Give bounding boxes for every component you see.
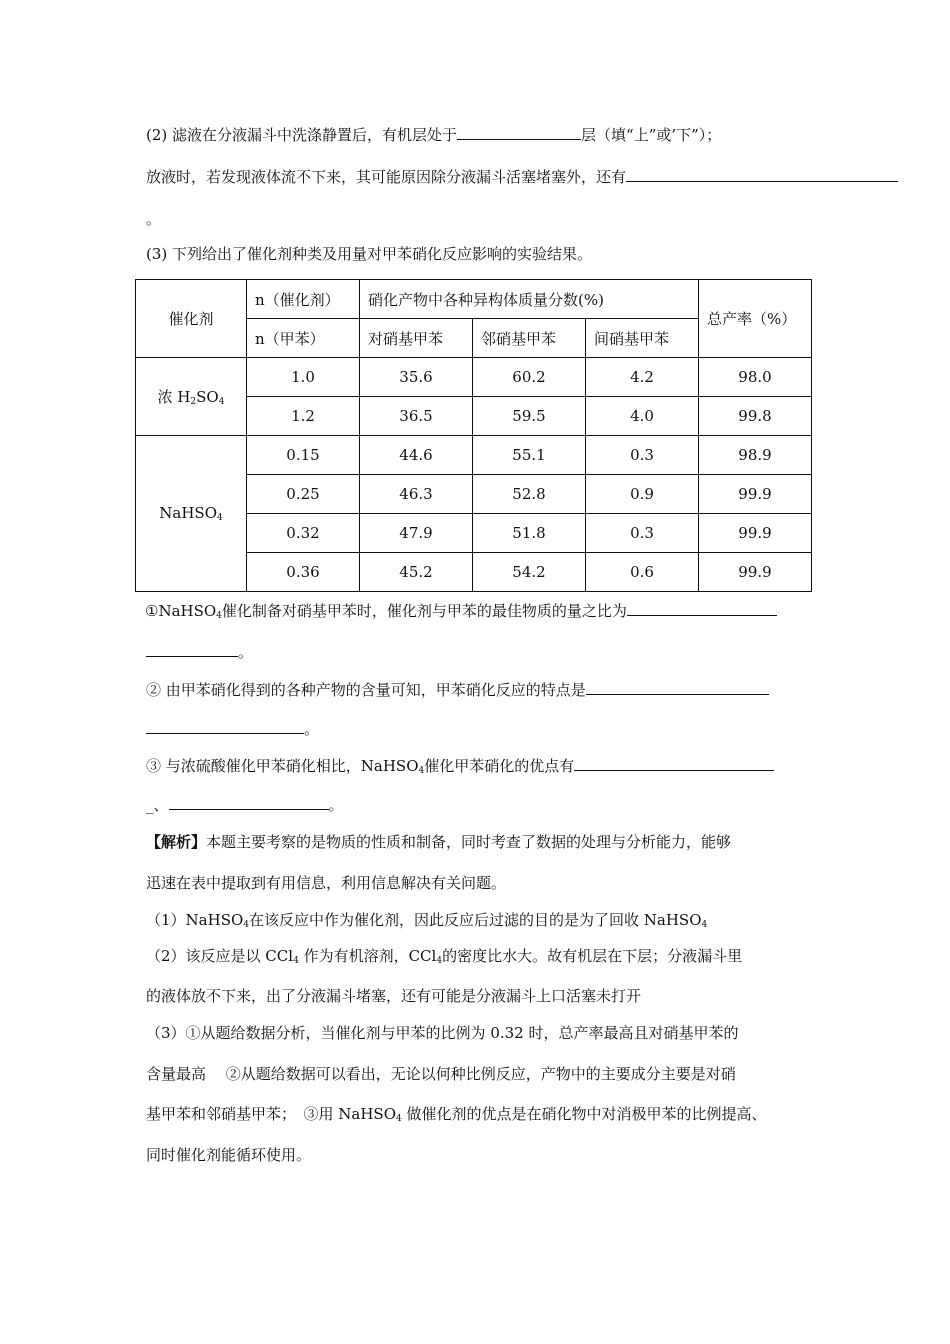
- cell-meta: 4.2: [586, 358, 699, 397]
- cell-ratio: 0.36: [247, 553, 360, 592]
- answer-blank[interactable]: [457, 124, 581, 140]
- analysis-line-7: 含量最高 ②从题给数据可以看出，无论以何种比例反应，产物中的主要成分主要是对硝: [146, 1065, 736, 1083]
- cell-meta: 0.9: [586, 475, 699, 514]
- experiment-table: [135, 279, 812, 592]
- q3-intro-text: (3) 下列给出了催化剂种类及用量对甲苯硝化反应影响的实验结果。: [146, 245, 593, 263]
- header-para: 对硝基甲苯: [360, 319, 473, 358]
- cell-ortho: 59.5: [473, 397, 586, 436]
- cell-total: 99.8: [699, 397, 812, 436]
- q2-line-3: [146, 208, 161, 230]
- cell-para: 44.6: [360, 436, 473, 475]
- catalyst-nahso4: NaHSO$_4$: [136, 436, 247, 592]
- header-ratio-bottom: n（甲苯）: [247, 319, 360, 358]
- analysis-label: 【解析】: [146, 833, 207, 851]
- header-fraction: 硝化产物中各种异构体质量分数(%): [360, 280, 699, 319]
- header-catalyst: 催化剂: [136, 280, 247, 358]
- cell-total: 99.9: [699, 475, 812, 514]
- cell-ratio: 0.32: [247, 514, 360, 553]
- cell-meta: 0.3: [586, 514, 699, 553]
- answer-blank[interactable]: [169, 794, 329, 810]
- answer-blank[interactable]: [626, 166, 898, 182]
- cell-meta: 0.6: [586, 553, 699, 592]
- cell-ortho: 54.2: [473, 553, 586, 592]
- header-ortho: 邻硝基甲苯: [473, 319, 586, 358]
- header-ratio-top: n（催化剂）: [247, 280, 360, 319]
- answer-blank[interactable]: [586, 679, 769, 695]
- cell-para: 35.6: [360, 358, 473, 397]
- q2-line-1: [146, 124, 721, 146]
- q2-text-a: (2) 滤液在分液漏斗中洗涤静置后，有机层处于: [146, 126, 458, 144]
- cell-para: 45.2: [360, 553, 473, 592]
- q2-text-c: 放液时，若发现液体流不下来，其可能原因除分液漏斗活塞堵塞外，还有: [146, 168, 627, 186]
- catalyst-h2so4: 浓 $H_2SO_4$: [136, 358, 247, 436]
- cell-meta: 4.0: [586, 397, 699, 436]
- cell-total: 99.9: [699, 553, 812, 592]
- subq3-line-2: _、 。: [146, 796, 344, 814]
- answer-blank[interactable]: [146, 641, 238, 657]
- subq3-line-1: ③ 与浓硫酸催化甲苯硝化相比，NaHSO$_4$催化甲苯硝化的优点有: [146, 755, 774, 782]
- cell-total: 99.9: [699, 514, 812, 553]
- cell-ortho: 51.8: [473, 514, 586, 553]
- analysis-line-5: 的液体放不下来，出了分液漏斗堵塞，还有可能是分液漏斗上口活塞未打开: [146, 987, 642, 1005]
- q2-text-end: 。: [146, 210, 162, 228]
- subq2-line-1: ② 由甲苯硝化得到的各种产物的含量可知，甲苯硝化反应的特点是: [146, 679, 769, 701]
- cell-ratio: 0.15: [247, 436, 360, 475]
- table-row: [136, 358, 812, 397]
- answer-blank[interactable]: [574, 755, 774, 771]
- analysis-line-4: （2）该反应是以 CCl$_4$ 作为有机溶剂，CCl$_4$的密度比水大。故有机层在下层；分液漏斗里: [146, 947, 743, 966]
- analysis-line-1: 【解析】本题主要考察的是物质的性质和制备，同时考查了数据的处理与分析能力，能够: [146, 833, 732, 851]
- cell-ratio: 1.2: [247, 397, 360, 436]
- analysis-line-6: （3）①从题给数据分析，当催化剂与甲苯的比例为 0.32 时，总产率最高且对硝基甲苯的: [146, 1024, 739, 1042]
- cell-para: 47.9: [360, 514, 473, 553]
- cell-ortho: 60.2: [473, 358, 586, 397]
- cell-meta: 0.3: [586, 436, 699, 475]
- cell-ortho: 52.8: [473, 475, 586, 514]
- q2-text-b: 层（填“上”或’下”）；: [581, 126, 722, 144]
- analysis-line-3: （1）NaHSO$_4$在该反应中作为催化剂，因此反应后过滤的目的是为了回收 NaHSO$_4$: [146, 911, 708, 930]
- header-total: 总产率（%）: [699, 280, 812, 358]
- cell-para: 36.5: [360, 397, 473, 436]
- cell-para: 46.3: [360, 475, 473, 514]
- analysis-line-2: 迅速在表中提取到有用信息，利用信息解决有关问题。: [146, 874, 507, 892]
- answer-blank[interactable]: [627, 600, 777, 616]
- subq1-line-1: ①NaHSO$_4$催化制备对硝基甲苯时，催化剂与甲苯的最佳物质的量之比为: [145, 600, 777, 627]
- cell-ratio: 1.0: [247, 358, 360, 397]
- q2-line-2: [146, 166, 898, 188]
- cell-ratio: 0.25: [247, 475, 360, 514]
- table-header-row: [136, 280, 812, 319]
- subq2-line-2: 。: [146, 718, 319, 740]
- answer-blank[interactable]: [146, 718, 304, 734]
- q3-intro: [146, 243, 592, 265]
- cell-ortho: 55.1: [473, 436, 586, 475]
- cell-total: 98.0: [699, 358, 812, 397]
- analysis-line-8: 基甲苯和邻硝基甲苯； ③用 NaHSO$_4$ 做催化剂的优点是在硝化物中对消极甲苯的比例提高、: [146, 1105, 767, 1124]
- subq1-line-2: 。: [146, 641, 253, 663]
- cell-total: 98.9: [699, 436, 812, 475]
- table-row: [136, 436, 812, 475]
- header-meta: 间硝基甲苯: [586, 319, 699, 358]
- analysis-line-9: 同时催化剂能循环使用。: [146, 1146, 312, 1164]
